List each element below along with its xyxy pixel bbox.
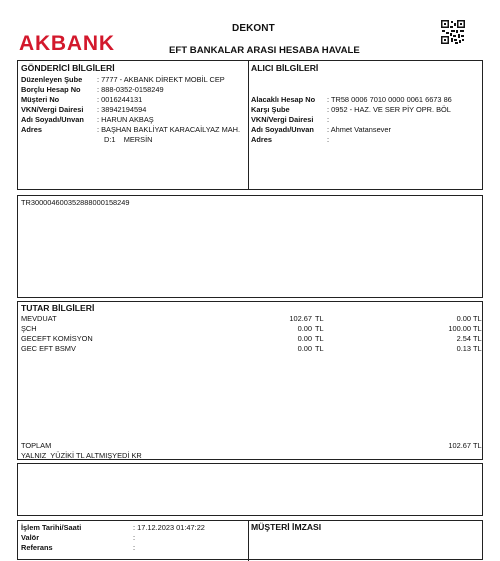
field-value: : TR58 0006 7010 0000 0061 6673 86 [327, 95, 452, 104]
amount-value-a: 102.67 [289, 314, 312, 323]
amount-currency-b: TL [473, 314, 482, 323]
sender-address-line2: D:1 MERSİN [104, 135, 153, 144]
receiver-section-title: ALICI BİLGİLERİ [251, 63, 319, 73]
amount-name: GECEFT KOMİSYON [21, 334, 93, 343]
amount-row [18, 334, 482, 344]
amount-currency-a: TL [315, 344, 324, 353]
field-value: : 38942194594 [97, 105, 147, 114]
amount-currency-b: TL [473, 344, 482, 353]
document-title: DEKONT [232, 23, 275, 34]
amount-row [18, 344, 482, 354]
field-label: Adres [251, 135, 272, 144]
amount-value-a: 0.00 [297, 324, 312, 333]
amount-value-b: 0.00 [456, 314, 471, 323]
field-value: : 17.12.2023 01:47:22 [133, 523, 205, 532]
amount-in-words: YALNIZ YÜZİKİ TL ALTMIŞYEDİ KR [21, 451, 142, 460]
amount-currency-a: TL [315, 334, 324, 343]
description-box [17, 195, 483, 298]
total-currency: TL [473, 441, 482, 450]
amount-currency-a: TL [315, 324, 324, 333]
field-value: : 888-0352-0158249 [97, 85, 164, 94]
amount-name: GEC EFT BSMV [21, 344, 76, 353]
sender-receiver-box [17, 60, 483, 190]
footer-divider [248, 521, 249, 561]
field-label: Adres [21, 125, 42, 134]
amounts-box [17, 301, 483, 460]
field-value: : HARUN AKBAŞ [97, 115, 154, 124]
receipt-header [17, 18, 483, 58]
field-label: Referans [21, 543, 53, 552]
amount-name: ŞCH [21, 324, 37, 333]
field-value: : [327, 115, 330, 124]
amount-currency-b: TL [473, 324, 482, 333]
field-value: : BAŞHAN BAKLİYAT KARACAİLYAZ MAH. [97, 125, 241, 134]
amount-value-a: 0.00 [297, 344, 312, 353]
amount-value-b: 2.54 [456, 334, 471, 343]
bank-logo: AKBANK [19, 32, 115, 55]
field-label: VKN/Vergi Dairesi [21, 105, 84, 114]
field-label: Adı Soyadı/Unvan [21, 115, 84, 124]
amount-currency-b: TL [473, 334, 482, 343]
field-value: : [133, 533, 136, 542]
field-label: Alacaklı Hesap No [251, 95, 316, 104]
sender-section-title: GÖNDERİCİ BİLGİLERİ [21, 63, 115, 73]
field-label: Düzenleyen Şube [21, 75, 83, 84]
document-subtitle: EFT BANKALAR ARASI HESABA HAVALE [169, 45, 360, 56]
field-label: VKN/Vergi Dairesi [251, 115, 314, 124]
amount-name: MEVDUAT [21, 314, 57, 323]
total-row [18, 441, 482, 451]
amount-currency-a: TL [315, 314, 324, 323]
receipt-page [17, 18, 483, 552]
field-value: : 0016244131 [97, 95, 143, 104]
amount-value-a: 0.00 [297, 334, 312, 343]
transaction-description: TR300004600352888000158249 [21, 198, 130, 207]
field-value: : 0952 - HAZ. VE SER PİY OPR. BÖL [327, 105, 451, 114]
amount-value-b: 0.13 [456, 344, 471, 353]
field-value: : 7777 - AKBANK DİREKT MOBİL CEP [97, 75, 225, 84]
total-label: TOPLAM [21, 441, 52, 450]
field-label: Karşı Şube [251, 105, 290, 114]
amount-row [18, 314, 482, 324]
field-value: : [133, 543, 136, 552]
field-label: Borçlu Hesap No [21, 85, 81, 94]
field-value: : Ahmet Vatansever [327, 125, 391, 134]
notes-box [17, 463, 483, 516]
column-divider [248, 61, 249, 189]
field-label: Valör [21, 533, 40, 542]
field-value: : [327, 135, 330, 144]
field-label: Adı Soyadı/Unvan [251, 125, 314, 134]
field-label: Müşteri No [21, 95, 60, 104]
amount-value-b: 100.00 [448, 324, 471, 333]
qr-code-icon [441, 20, 465, 44]
total-value: 102.67 [448, 441, 471, 450]
signature-title: MÜŞTERİ İMZASI [251, 522, 322, 532]
field-label: İşlem Tarihi/Saati [21, 523, 82, 532]
amount-row [18, 324, 482, 334]
amounts-section-title: TUTAR BİLGİLERİ [21, 303, 95, 313]
footer-box [17, 520, 483, 560]
